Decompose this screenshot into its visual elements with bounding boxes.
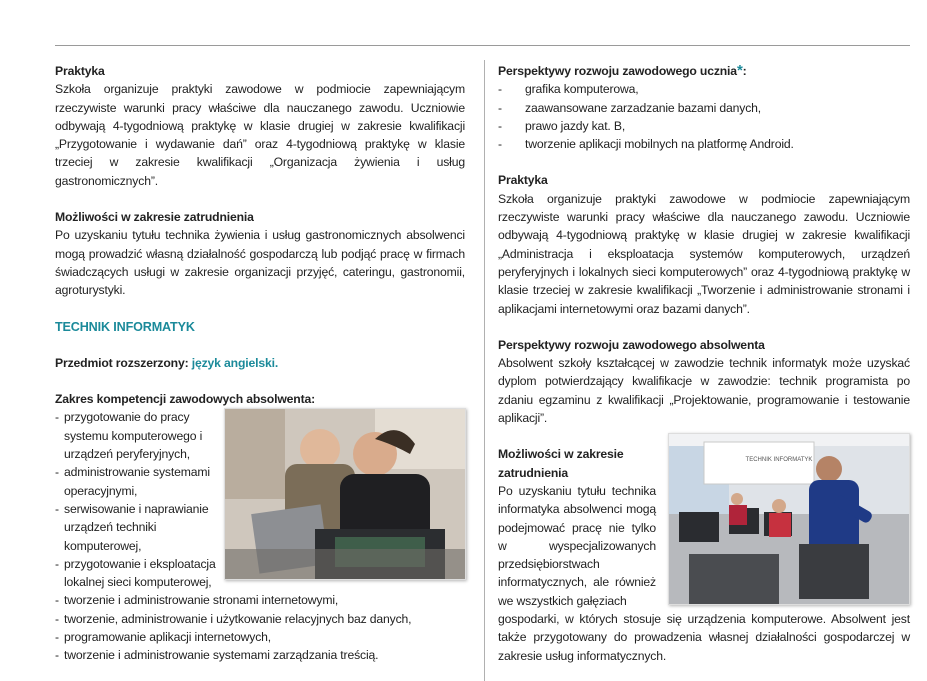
list-item: - tworzenie, administrowanie i użytkowanie relacyjnych baz danych, <box>55 610 465 628</box>
heading-colon: : <box>742 64 747 78</box>
student-prospects-list <box>498 80 910 153</box>
list-item: - przygotowanie do pracy systemu komputerowego i urządzeń peryferyjnych, <box>55 408 219 463</box>
section-title: TECHNIK INFORMATYK <box>55 319 195 334</box>
praktyka-paragraph: Szkoła organizuje praktyki zawodowe w podmiocie zapewniającym rzeczywiste warunki pracy właściwe dla nauczanego zawodu. Uczniowie odbywają 4-tygodniową praktykę w klasie drugiej w zakresie kwalifikacji „Przygotowanie i wydawanie dań” oraz 4-tygodniową praktykę w klasie trzeciej w zakresie kwalifikacji „Organizacja żywienia i usług gastronomicznych”. <box>55 82 465 188</box>
praktyka-heading-right: Praktyka <box>498 173 548 188</box>
column-divider <box>484 60 485 681</box>
student-prospects-heading-text: Perspektywy rozwoju zawodowego ucznia <box>498 64 737 78</box>
top-rule <box>55 45 910 46</box>
praktyka-heading: Praktyka <box>55 64 105 78</box>
students-repairing-computer-photo <box>224 408 466 580</box>
employment-paragraph: Po uzyskaniu tytułu technika żywienia i usług gastronomicznych absolwenci mogą prowadzić własną działalność gospodarczą lub podjąć pracę w firmach świadczących usługi w zakresie organizacji przyjęć, cateringu, gastronomii, agroturystyki. <box>55 228 465 298</box>
graduate-prospects-paragraph: Absolwent szkoły kształcącej w zawodzie technik informatyk może uzyskać dyplom potwierdzający kwalifikacje w zawodzie: technik programista po zdaniu egzaminu z kwalifikacji „Projektowanie, programowanie i testowanie aplikacji”. <box>498 356 910 426</box>
list-item: - tworzenie i administrowanie stronami internetowymi, <box>55 591 465 609</box>
list-item: - zaawansowane zarzadzanie bazami danych, <box>498 99 910 117</box>
whiteboard-label: TECHNIK INFORMATYK <box>745 457 813 463</box>
extended-subject-value: język angielski. <box>191 355 279 370</box>
employment-paragraph-wrap: Po uzyskaniu tytułu technika informatyka absolwenci mogą podejmować pracę nie tylko w wyspecjalizowanych przedsiębiorstwach informatycznych, ale również we wszystkich gałęziach <box>498 483 656 608</box>
list-item: - grafika komputerowa, <box>498 80 910 98</box>
praktyka-paragraph-right: Szkoła organizuje praktyki zawodowe w podmiocie zapewniającym rzeczywiste warunki pracy właściwe dla nauczanego zawodu. Uczniowie odbywają 4-tygodniową praktykę w klasie drugiej w zakresie kwalifikacji „Administracja i eksploatacja systemów komputerowych, urządzeń peryferyjnych i lokalnych sieci komputerowych” oraz 4-tygodniową praktykę w klasie trzeciej w zakresie kwalifikacji „Tworzenie i administrowanie stronami i aplikacjami internetowymi oraz bazami danych”. <box>498 191 910 316</box>
graduate-prospects-heading: Perspektywy rozwoju zawodowego absolwenta <box>498 337 765 352</box>
extended-subject-label: Przedmiot rozszerzony: <box>55 355 189 370</box>
list-item: - administrowanie systemami operacyjnymi, <box>55 463 219 500</box>
star-icon: * <box>736 62 743 79</box>
employment-heading: Możliwości w zakresie zatrudnienia <box>55 210 254 225</box>
list-item: - programowanie aplikacji internetowych, <box>55 628 465 646</box>
list-item: - tworzenie aplikacji mobilnych na platformę Android. <box>498 135 910 153</box>
list-item: - przygotowanie i eksploatacja lokalnej sieci komputerowej, <box>55 555 219 592</box>
computer-lab-photo <box>668 433 910 605</box>
extended-subject <box>55 354 465 372</box>
list-item: - prawo jazdy kat. B, <box>498 117 910 135</box>
employment-paragraph-full: gospodarki, w których stosuje się urządzenia komputerowe. Absolwent jest także przygotowany do prowadzenia własnej działalności gospodarczej w zakresie usług informatycznych. <box>498 612 910 663</box>
list-item: - tworzenie i administrowanie systemami zarządzania treścią. <box>55 646 465 664</box>
student-prospects-heading <box>498 62 910 80</box>
employment-heading-right: Możliwości w zakresie zatrudnienia <box>498 447 624 480</box>
competence-heading: Zakres kompetencji zawodowych absolwenta: <box>55 392 316 407</box>
list-item: - serwisowanie i naprawianie urządzeń techniki komputerowej, <box>55 500 219 555</box>
